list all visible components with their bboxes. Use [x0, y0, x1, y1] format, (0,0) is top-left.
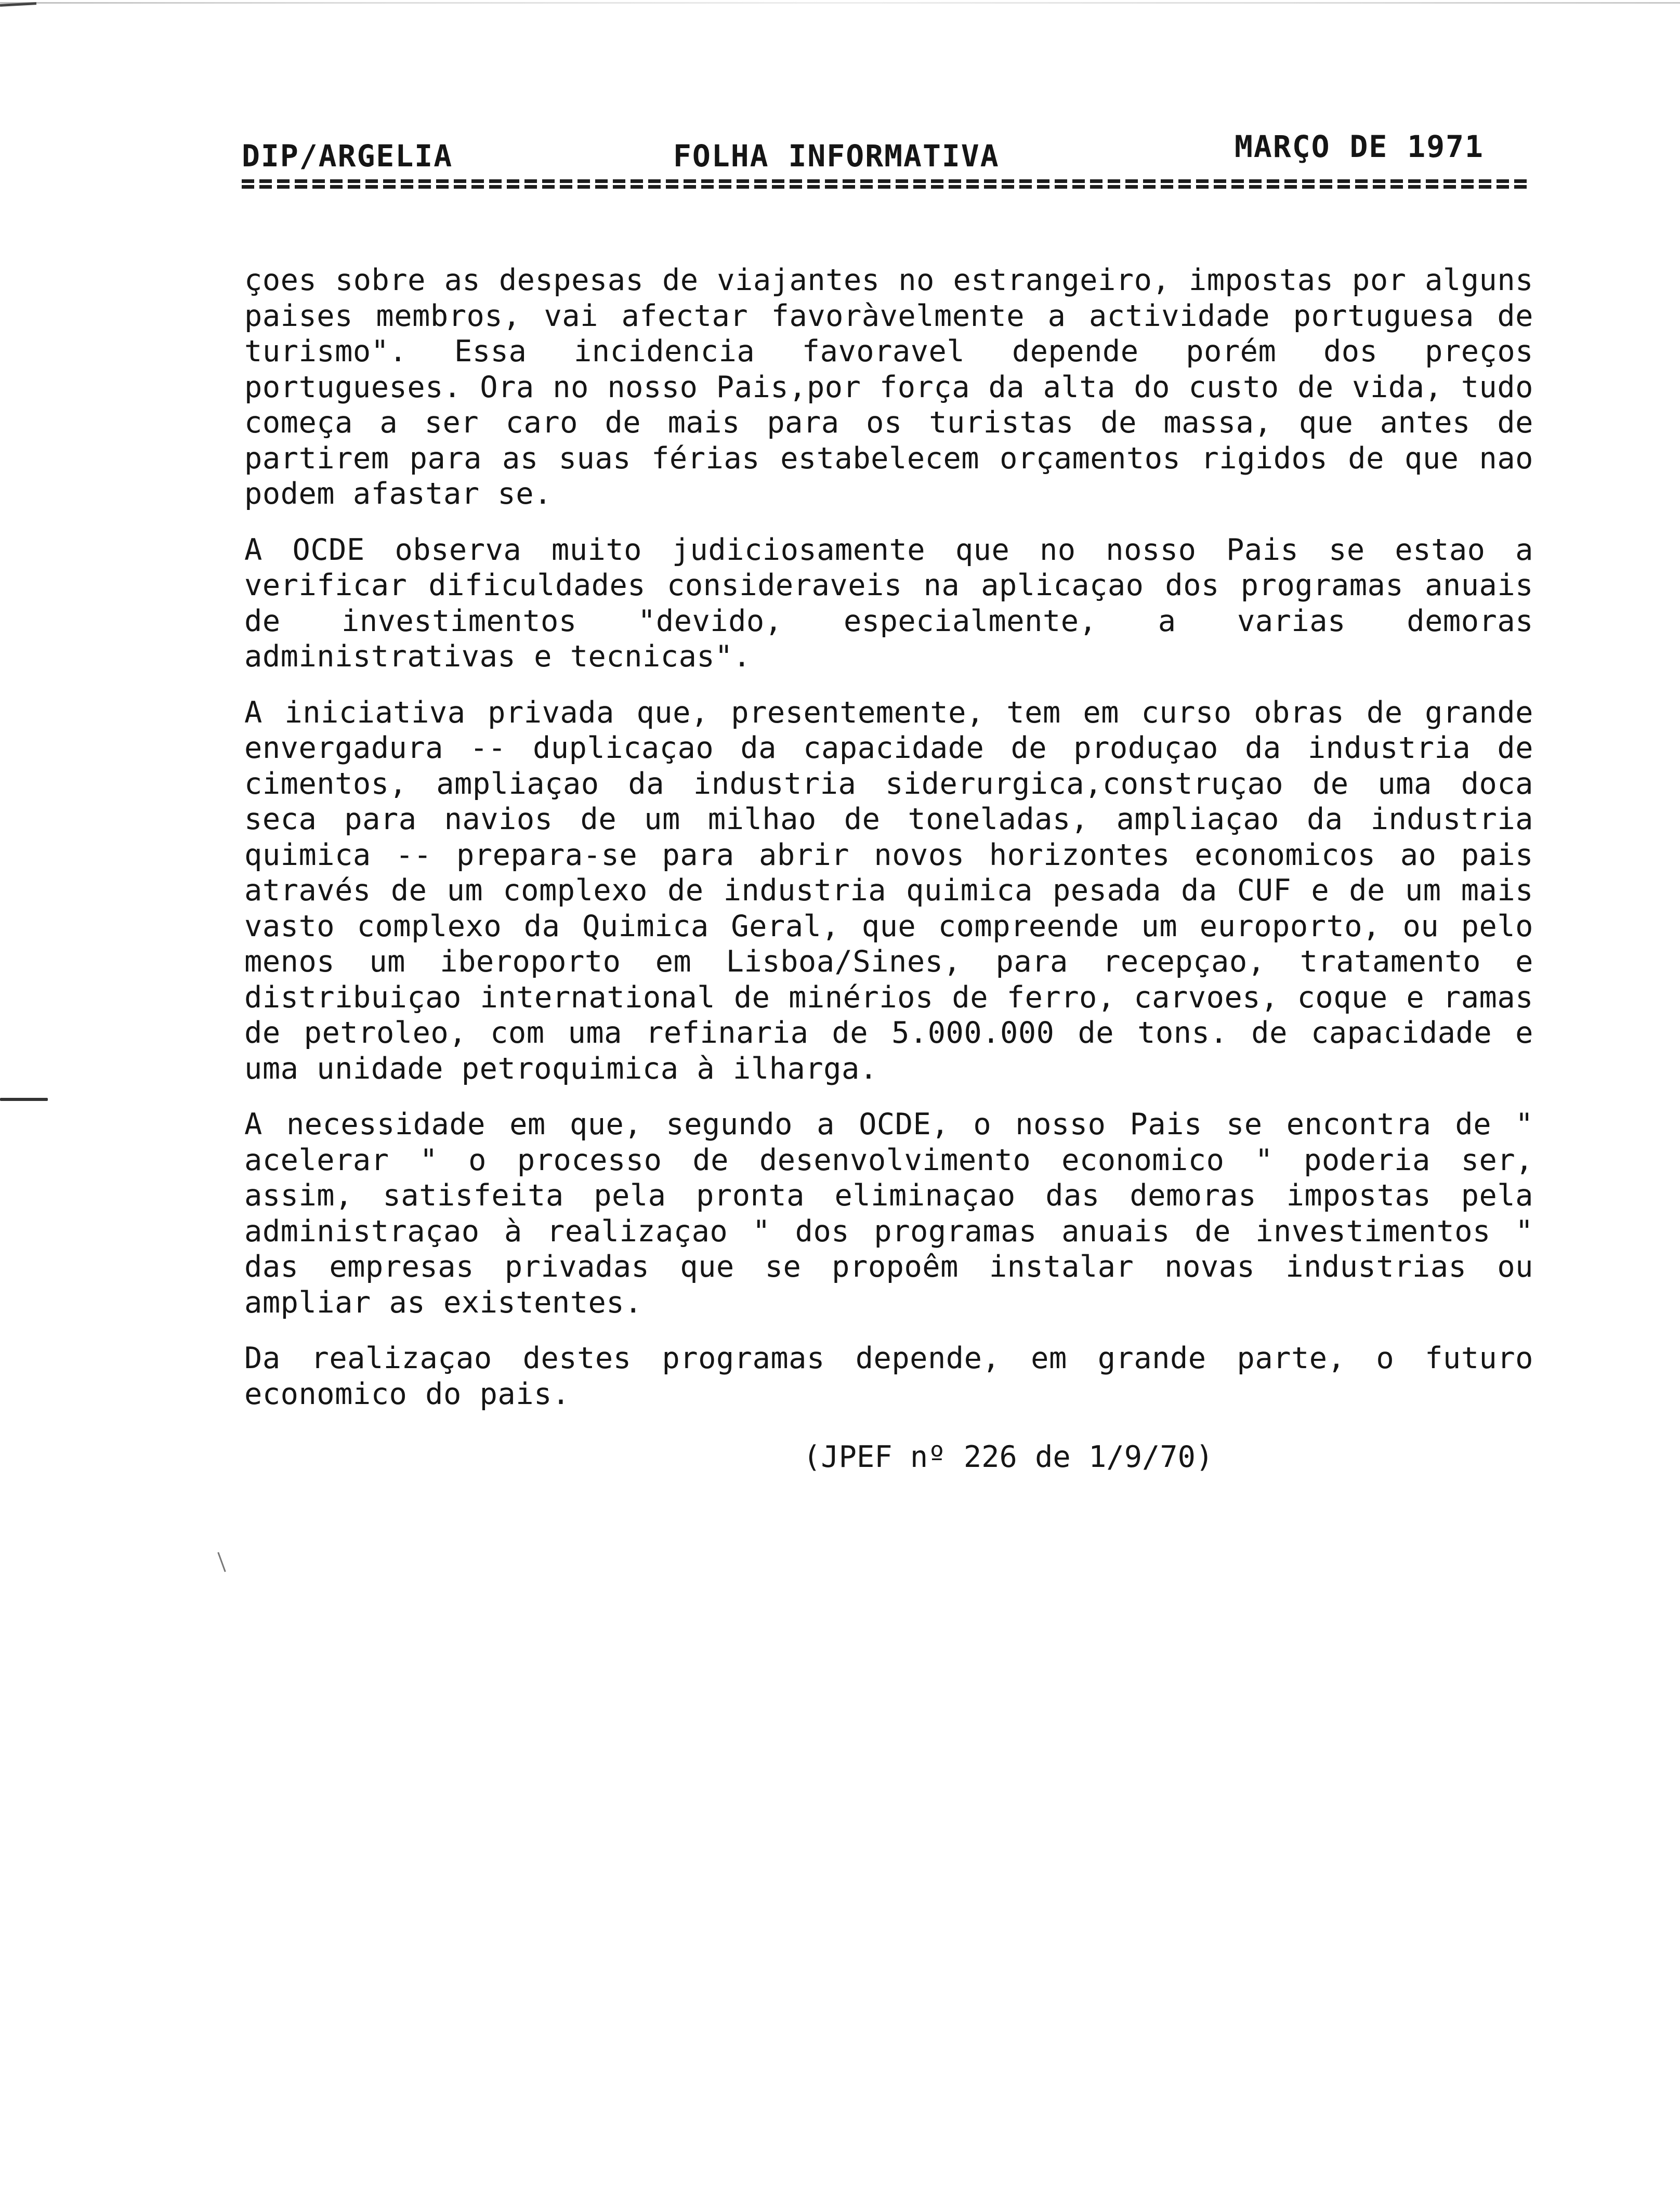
- scan-margin-mark: [0, 1098, 48, 1101]
- header-department: DIP/ARGELIA: [242, 138, 453, 174]
- paragraph-private-initiative: A iniciativa privada que, presentemente, tem em curso obras de grande envergadura -- duplicaçao da capacidade de produçao da industria de cimentos, ampliaçao da industria siderurgica,construçao de uma doca seca para navios de um milhao de toneladas, ampliaçao da industria quimica -- prepara-se para abrir novos horizontes economicos ao pais através de um complexo de industria quimica pesada da CUF e de um mais vasto complexo da Quimica Geral, que compreende um europorto, ou pelo menos um iberoporto em Lisboa/Sines, para recepçao, tratamento e distribuiçao international de minérios de ferro, carvoes, coque e ramas de petroleo, com uma refinaria de 5.000.000 de tons. de capacidade e uma unidade petroquimica à ilharga.: [244, 695, 1533, 1086]
- document-header: [242, 129, 1531, 174]
- header-title: FOLHA INFORMATIVA: [673, 138, 1000, 174]
- paragraph-development: A necessidade em que, segundo a OCDE, o nosso Pais se encontra de " acelerar " o processo de desenvolvimento economico " poderia ser, assim, satisfeita pela pronta eliminaçao das demoras impostas pela administraçao à realizaçao " dos programas anuais de investimentos " das empresas privadas que se propoêm instalar novas industrias ou ampliar as existentes.: [244, 1107, 1533, 1320]
- stray-pen-mark: [217, 1552, 226, 1572]
- paragraph-ocde: A OCDE observa muito judiciosamente que no nosso Pais se estao a verificar dificuldades consideraveis na aplicaçao dos programas anuais de investimentos "devido, especialmente, a varias demoras administrativas e tecnicas".: [244, 532, 1533, 674]
- header-double-rule: [242, 179, 1531, 193]
- paragraph-tourism: çoes sobre as despesas de viajantes no estrangeiro, impostas por alguns paises membros, vai afectar favoràvelmente a actividade portuguesa de turismo". Essa incidencia favoravel depende porém dos preços portugueses. Ora no nosso Pais,por força da alta do custo de vida, tudo começa a ser caro de mais para os turistas de massa, que antes de partirem para as suas férias estabelecem orçamentos rigidos de que nao podem afastar se.: [244, 263, 1533, 511]
- scan-edge-line: [0, 2, 1680, 4]
- document-body: [244, 263, 1533, 1432]
- header-date: MARÇO DE 1971: [1235, 129, 1484, 164]
- paragraph-conclusion: Da realizaçao destes programas depende, em grande parte, o futuro economico do pais.: [244, 1341, 1533, 1411]
- source-citation: (JPEF nº 226 de 1/9/70): [803, 1440, 1214, 1474]
